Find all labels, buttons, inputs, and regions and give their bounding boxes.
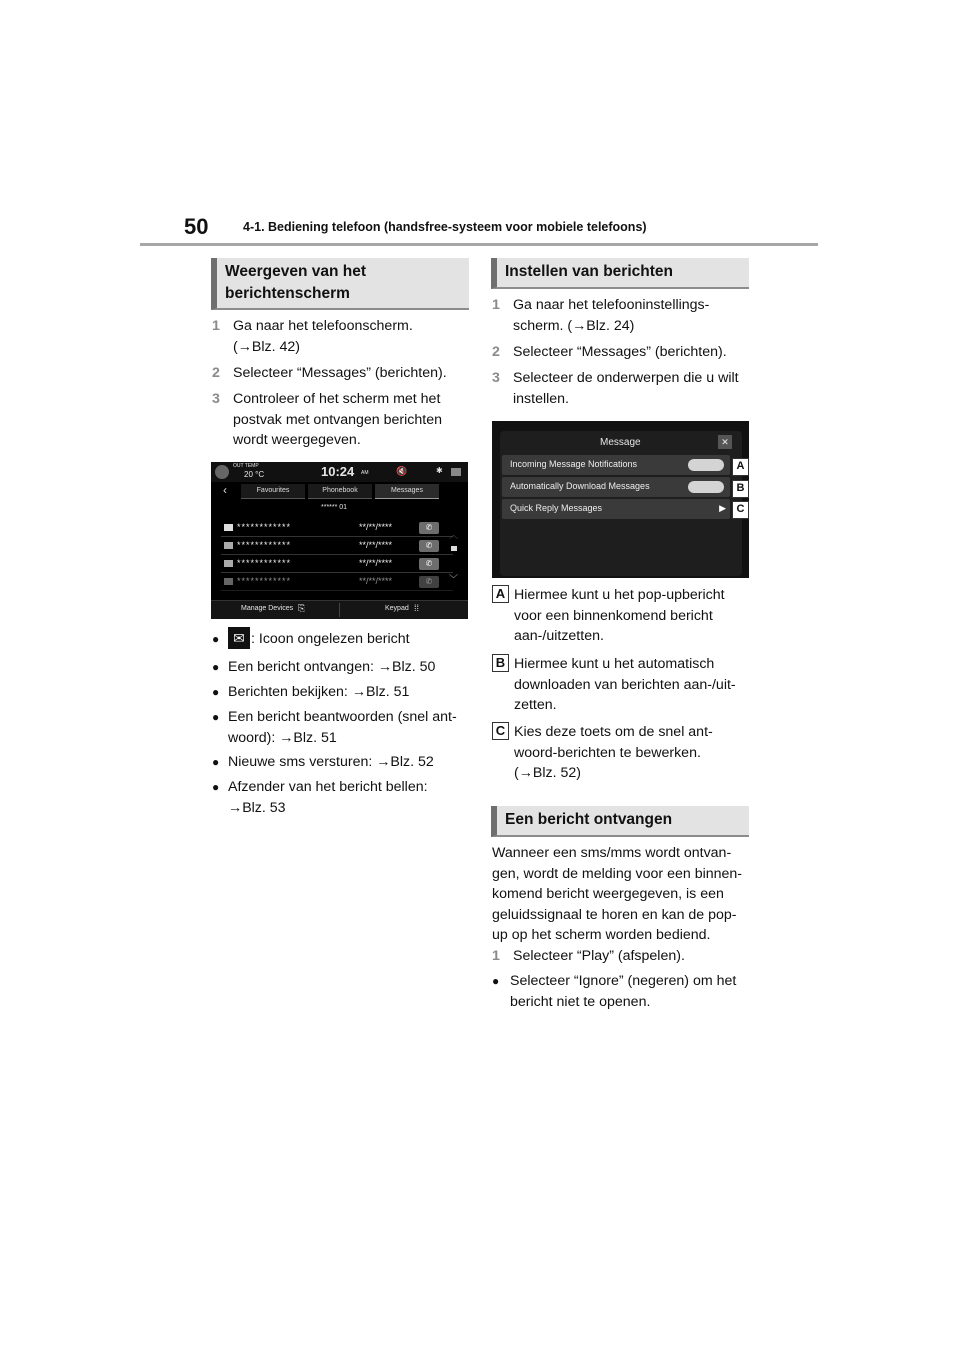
bullet [212, 707, 472, 751]
scroll-down-icon[interactable]: ﹀ [449, 574, 459, 584]
section-heading-line: Weergeven van het [225, 263, 366, 280]
message-settings-screenshot [492, 421, 749, 578]
bullet-text: Afzender van het bericht bellen: [228, 779, 428, 795]
section-heading-receive: Een bericht ontvangen [491, 806, 749, 837]
note-text: voor een binnenkomend bericht [514, 607, 713, 624]
tab-phonebook[interactable]: Phonebook [308, 484, 372, 499]
read-message-icon [224, 578, 233, 585]
step-text: Ga naar het telefoonscherm. [233, 318, 413, 334]
receive-paragraph [492, 843, 762, 946]
message-date: **/**/**** [359, 576, 393, 586]
setting-quick-reply[interactable] [502, 499, 730, 519]
setting-incoming-notifications[interactable] [502, 455, 730, 475]
keypad-button[interactable]: Keypad [385, 605, 409, 612]
step-number: 2 [212, 365, 220, 381]
note-letter-a: A [492, 585, 509, 603]
dialog-title: Message [600, 437, 641, 448]
paragraph-line: up op het scherm worden bediend. [492, 927, 711, 943]
step-number: 3 [492, 370, 500, 386]
step-text: Controleer of het scherm met het [233, 391, 441, 407]
note-text: Kies deze toets om de snel ant- [514, 724, 713, 740]
message-row[interactable] [221, 557, 453, 573]
out-temp-value: 20 °C [244, 470, 265, 479]
back-icon[interactable]: ‹ [223, 483, 227, 497]
step [492, 368, 752, 412]
bullet-text: woord): →Blz. 51 [228, 729, 337, 746]
section-heading-line: berichtenscherm [225, 285, 350, 302]
note-text: Hiermee kunt u het automatisch [514, 656, 715, 672]
callout-b: B [732, 480, 749, 498]
section-heading-settings: Instellen van berichten [491, 258, 749, 289]
step [212, 316, 472, 360]
message-sender: ************ [237, 558, 292, 568]
settings-dialog [500, 431, 742, 576]
scrollbar-thumb[interactable] [451, 546, 457, 551]
tab-messages[interactable]: Messages [375, 484, 439, 499]
message-date: **/**/**** [359, 558, 393, 568]
note-text: downloaden van berichten aan-/uit- [514, 676, 736, 693]
message-sender: ************ [237, 522, 292, 532]
step [492, 342, 752, 364]
paragraph-line: geluidssignaal te horen en kan de pop- [492, 906, 737, 923]
bullet-dot: ● [212, 780, 220, 794]
step [492, 946, 752, 968]
close-icon[interactable]: ✕ [718, 435, 732, 449]
callout-a: A [732, 458, 749, 476]
step-text: postvak met ontvangen berichten [233, 411, 443, 428]
status-bar [211, 462, 468, 482]
header-divider [140, 243, 818, 246]
bullet [212, 682, 472, 704]
bullet [212, 657, 472, 679]
bullet-dot: ● [212, 685, 220, 699]
step-text: Selecteer de onderwerpen die u wilt [513, 370, 739, 386]
note-letter-c: C [492, 722, 509, 740]
bullet-text: →Blz. 53 [228, 799, 286, 816]
step-text: instellen. [513, 390, 569, 407]
bullet-text: : Icoon ongelezen bericht [251, 631, 410, 647]
scroll-up-icon[interactable]: ︿ [449, 530, 459, 540]
keypad-icon: ⁞⁞ [414, 603, 420, 613]
callout-c: C [732, 501, 749, 519]
step-number: 1 [212, 318, 220, 334]
bullet-text: Een bericht beantwoorden (snel ant- [228, 709, 457, 725]
out-temp-label: OUT TEMP [233, 463, 259, 469]
step-text: scherm. (→Blz. 24) [513, 317, 635, 334]
mute-icon: 🔇 [396, 466, 408, 476]
step-text: (→Blz. 42) [233, 338, 301, 355]
call-button[interactable]: ✆ [419, 558, 439, 570]
paragraph-line: komend bericht weergegeven, is een [492, 886, 724, 902]
bullet-text: Een bericht ontvangen: →Blz. 50 [228, 659, 436, 675]
chevron-right-icon: ▶ [719, 503, 726, 513]
bullet-text: bericht niet te openen. [510, 993, 651, 1010]
step-text: Selecteer “Play” (afspelen). [513, 948, 685, 964]
step-number: 1 [492, 948, 500, 964]
call-button[interactable]: ✆ [419, 576, 439, 588]
bullet-dot: ● [492, 974, 500, 988]
message-row[interactable] [221, 539, 453, 555]
paragraph-line: gen, wordt de melding voor een binnen- [492, 865, 743, 882]
call-button[interactable]: ✆ [419, 522, 439, 534]
note-text: (→Blz. 52) [514, 765, 582, 781]
setting-auto-download[interactable] [502, 477, 730, 497]
clock-ampm: AM [361, 470, 369, 476]
step-text: Ga naar het telefooninstellings- [513, 297, 710, 313]
setting-label: Incoming Message Notifications [510, 459, 638, 469]
step-number: 1 [492, 297, 500, 313]
signal-icon [451, 468, 461, 476]
bullet-dot: ● [212, 660, 220, 674]
bullet-dot: ● [212, 632, 220, 646]
note-text: woord-berichten te bewerken. [514, 744, 701, 761]
bullet [212, 629, 472, 651]
setting-label: Automatically Download Messages [510, 481, 650, 491]
note-text: Hiermee kunt u het pop-upbericht [514, 587, 725, 603]
step-number: 3 [212, 391, 220, 407]
step [212, 389, 472, 453]
tab-favourites[interactable]: Favourites [241, 484, 305, 499]
note-c [514, 722, 764, 784]
bullet-text: Nieuwe sms versturen: →Blz. 52 [228, 754, 434, 770]
inbox-screenshot [211, 462, 468, 619]
note-a [514, 585, 764, 647]
chapter-header: 4-1. Bediening telefoon (handsfree-systeem voor mobiele telefoons) [243, 220, 647, 234]
page-number: 50 [184, 214, 209, 239]
message-date: **/**/**** [359, 522, 393, 532]
bottom-bar [211, 600, 468, 619]
read-message-icon [224, 560, 233, 567]
step-number: 2 [492, 344, 500, 360]
step-text: Selecteer “Messages” (berichten). [513, 344, 727, 360]
bluetooth-icon: ✱ [436, 466, 443, 475]
step-text: wordt weergegeven. [233, 432, 361, 448]
read-message-icon [224, 542, 233, 549]
notifications-toggle[interactable] [688, 459, 724, 471]
step [492, 295, 752, 339]
bullet-text: Berichten bekijken: →Blz. 51 [228, 684, 410, 700]
step [212, 363, 472, 385]
bullet [492, 971, 762, 1015]
message-sender: ************ [237, 576, 292, 586]
manage-devices-button[interactable]: Manage Devices [241, 605, 294, 612]
bullet-dot: ● [212, 755, 220, 769]
note-text: zetten. [514, 697, 557, 713]
message-sender: ************ [237, 540, 292, 550]
auto-download-toggle[interactable] [688, 481, 724, 493]
setting-label: Quick Reply Messages [510, 503, 603, 513]
note-b [514, 654, 764, 716]
bullet-dot: ● [212, 710, 220, 724]
note-letter-b: B [492, 654, 509, 672]
bar-divider [339, 603, 340, 617]
message-row[interactable] [221, 575, 453, 591]
bullet [212, 777, 472, 821]
bullet-text: Selecteer “Ignore” (negeren) om het [510, 973, 737, 989]
account-label: ****** 01 [321, 504, 348, 511]
message-row[interactable] [221, 521, 453, 537]
clock: 10:24 [321, 464, 355, 479]
paragraph-line: Wanneer een sms/mms wordt ontvan- [492, 845, 732, 861]
section-heading-message-screen [211, 258, 469, 310]
devices-icon: ⎘ [298, 603, 306, 613]
unread-message-icon: ✉ [228, 627, 250, 649]
note-text: aan-/uitzetten. [514, 628, 604, 644]
call-button[interactable]: ✆ [419, 540, 439, 552]
vehicle-icon [215, 465, 229, 479]
bullet [212, 752, 472, 774]
step-text: Selecteer “Messages” (berichten). [233, 365, 447, 381]
unread-message-icon [224, 524, 233, 531]
message-date: **/**/**** [359, 540, 393, 550]
